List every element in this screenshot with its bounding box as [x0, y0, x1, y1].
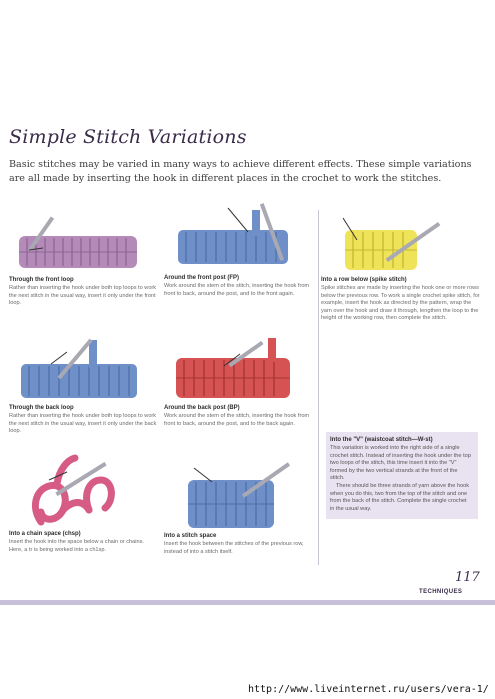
stitch-cell-chain-space — [9, 450, 159, 554]
caption-text: Rather than inserting the hook under both top loops to work the next stitch in the usual way, insert it only under the back loop. — [9, 413, 157, 435]
intro-paragraph: Basic stitches may be varied in many ways to achieve different effects. These simple variations are all made by inserting the hook in different places in the crochet to work the stitches. — [9, 159, 472, 184]
front-loop-illustration — [9, 210, 159, 276]
caption-title: Into a chain space (chsp) — [9, 531, 81, 537]
vstitch-title: Into the "V" (waistcoat stitch—W-st) — [330, 437, 433, 443]
source-url: http://www.liveinternet.ru/users/vera-1/ — [248, 684, 489, 695]
back-post-illustration — [164, 334, 314, 404]
stitch-space-illustration — [164, 452, 314, 532]
caption-title: Through the back loop — [9, 405, 74, 411]
page-number: 117 — [455, 570, 480, 585]
vstitch-text-2: There should be three strands of yarn above the hook when you do this, two from the top of the stitch and one from the back of the stitch. Complete the single crochet in the usual way. — [330, 482, 470, 512]
stitch-cell-back-post — [164, 334, 314, 428]
footer-rule — [0, 600, 495, 605]
caption-text: Insert the hook into the space below a chain or chains. Here, a tr is being worked into a ch1sp. — [9, 539, 144, 553]
stitch-cell-stitch-space — [164, 452, 314, 556]
spike-stitch-illustration — [321, 210, 481, 276]
front-post-illustration — [164, 200, 314, 274]
vstitch-box — [326, 432, 478, 519]
caption-title: Through the front loop — [9, 277, 74, 283]
stitch-cell-back-loop — [9, 334, 159, 436]
caption-title: Around the front post (FP) — [164, 275, 239, 281]
caption-text: Spike stitches are made by inserting the hook one or more rows below the previous row. To work a single crochet spike stitch, for example, insert the hook as directed by the pattern, wrap the yarn over the hook and draw it through, lengthen the loop to the height of the working row, then complete the stitch. — [321, 285, 480, 322]
chain-space-illustration — [9, 450, 159, 530]
caption-text: Insert the hook between the stitches of the previous row, instead of into a stitch itself. — [164, 541, 304, 555]
caption-title: Around the back post (BP) — [164, 405, 240, 411]
stitch-cell-front-loop — [9, 210, 159, 308]
section-label: TECHNIQUES — [419, 589, 463, 595]
vstitch-text: This variation is worked into the right side of a single crochet stitch. Instead of inserting the hook under the top two loops of the stitch, this time insert it into the "V" formed by the two vertical strands at the front of the stitch. — [330, 445, 471, 482]
stitch-cell-spike — [321, 210, 481, 323]
page-title: Simple Stitch Variations — [9, 126, 247, 148]
back-loop-illustration — [9, 334, 159, 404]
stitch-cell-front-post — [164, 200, 314, 298]
caption-text: Rather than inserting the hook under both top loops to work the next stitch in the usual way, insert it only under the front loop. — [9, 285, 157, 307]
caption-title: Into a row below (spike stitch) — [321, 277, 407, 283]
caption-text: Work around the stem of the stitch, inserting the hook from front to back, around the post, and to the front again. — [164, 283, 310, 297]
caption-text: Work around the stem of the stitch, inserting the hook from front to back, around the post, and to the back again. — [164, 413, 310, 427]
caption-title: Into a stitch space — [164, 533, 217, 539]
